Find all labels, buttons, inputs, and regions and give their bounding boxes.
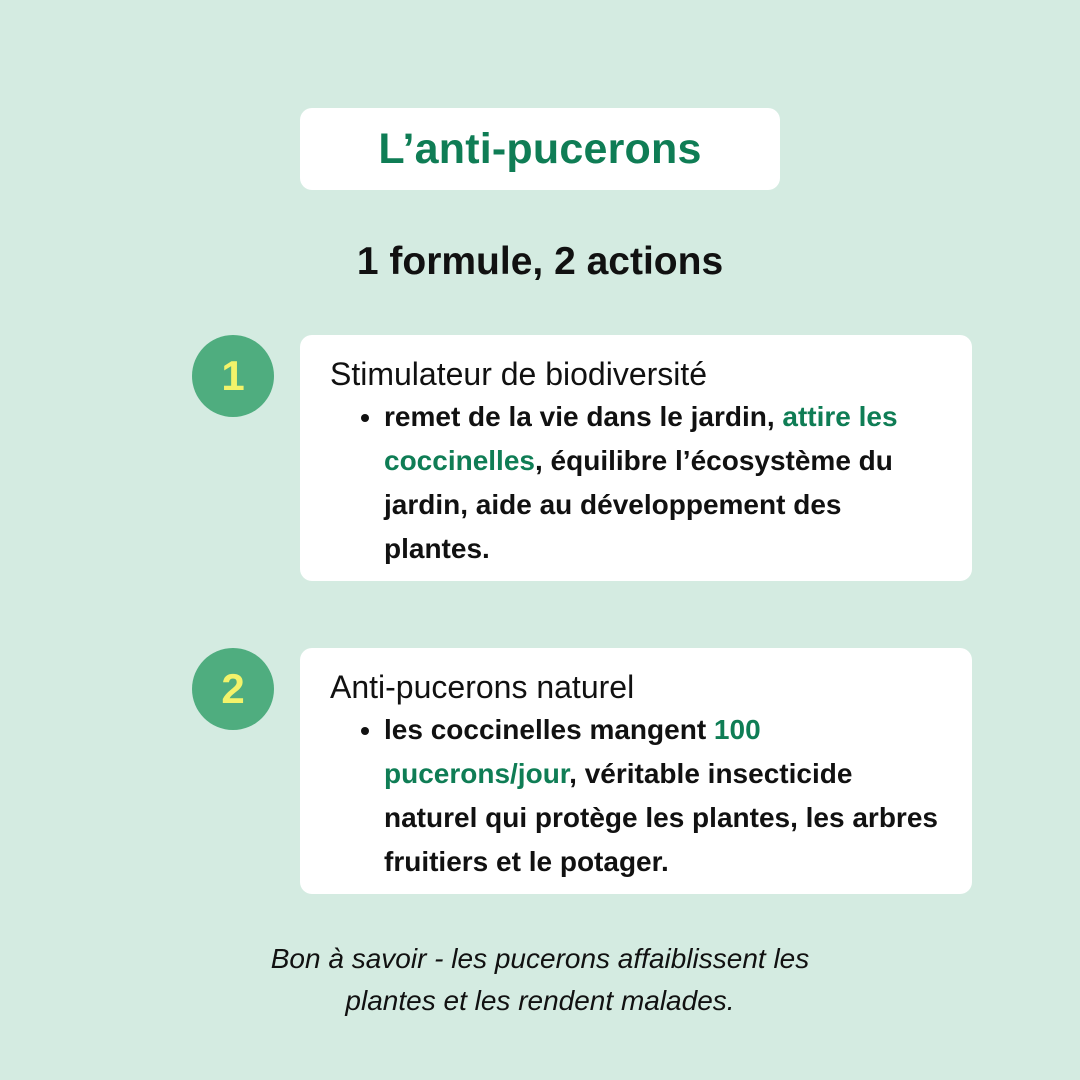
bullet-text: remet de la vie dans le jardin, [384, 401, 783, 432]
bullet-highlight: attire les coccinelles [384, 401, 898, 476]
bullet-highlight: 100 pucerons/jour [384, 714, 761, 789]
good-to-know-note [0, 938, 1080, 1022]
step-number-1: 1 [192, 335, 274, 417]
action-card-2 [300, 648, 972, 894]
action-bullet-2 [384, 708, 948, 884]
action-bullet-1 [384, 395, 948, 571]
bullet-text: , équilibre l’écosystème du jardin, aide au développement des plantes. [384, 445, 893, 564]
step-number-2: 2 [192, 648, 274, 730]
action-list-1 [330, 395, 948, 571]
action-heading-2: Anti-pucerons naturel [330, 669, 635, 705]
note-line-1: Bon à savoir - les pucerons affaiblissent les [270, 943, 810, 974]
bullet-text: , véritable insecticide naturel qui protège les plantes, les arbres fruitiers et le potager. [384, 758, 938, 877]
action-list-2 [330, 708, 948, 884]
bullet-text: les coccinelles mangent [384, 714, 714, 745]
subtitle: 1 formule, 2 actions [356, 240, 724, 283]
page-title: L’anti-pucerons [378, 124, 702, 173]
action-heading-1: Stimulateur de biodiversité [330, 356, 708, 392]
title-box [300, 108, 780, 190]
note-line-2: plantes et les rendent malades. [345, 985, 735, 1016]
action-card-1 [300, 335, 972, 581]
